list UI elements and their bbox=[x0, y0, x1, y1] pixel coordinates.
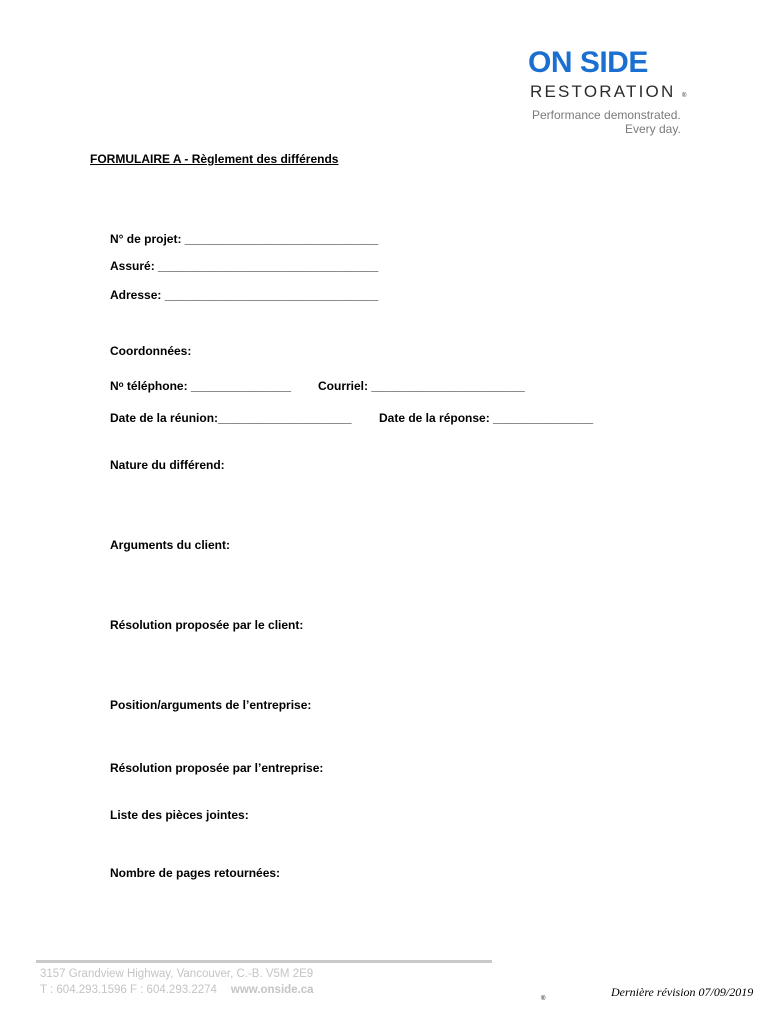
footer-address: 3157 Grandview Highway, Vancouver, C.-B. V5M 2E9 bbox=[40, 968, 314, 980]
response-date-field: Date de la réponse: _______________ bbox=[379, 411, 594, 425]
footer-contact bbox=[40, 984, 314, 996]
dispute-nature-label: Nature du différend: bbox=[110, 458, 225, 472]
email-field: Courriel: _______________________ bbox=[318, 379, 525, 393]
contact-heading: Coordonnées: bbox=[110, 344, 192, 358]
address-field: Adresse: ________________________________ bbox=[110, 288, 379, 302]
company-logo-name: ON SIDE bbox=[528, 46, 648, 79]
project-number-field: N° de projet: _____________________________ bbox=[110, 232, 379, 246]
footer-phones: T : 604.293.1596 F : 604.293.2274 bbox=[40, 984, 217, 996]
client-resolution-label: Résolution proposée par le client: bbox=[110, 618, 304, 632]
meeting-date-field: Date de la réunion:____________________ bbox=[110, 411, 352, 425]
footer-website[interactable]: www.onside.ca bbox=[230, 984, 314, 996]
attachments-label: Liste des pièces jointes: bbox=[110, 808, 249, 822]
form-title: FORMULAIRE A - Règlement des différends bbox=[90, 152, 339, 166]
revision-date: Dernière révision 07/09/2019 bbox=[611, 985, 754, 999]
footer-mark: ® bbox=[541, 996, 546, 1002]
logo-tagline-1: Performance demonstrated. bbox=[532, 108, 681, 122]
insured-field: Assuré: _________________________________ bbox=[110, 259, 379, 273]
phone-field: Nᵒ téléphone: _______________ bbox=[110, 379, 292, 393]
client-arguments-label: Arguments du client: bbox=[110, 538, 231, 552]
pages-returned-label: Nombre de pages retournées: bbox=[110, 866, 281, 880]
footer-divider bbox=[36, 960, 492, 963]
company-resolution-label: Résolution proposée par l’entreprise: bbox=[110, 761, 324, 775]
company-logo-subtitle: RESTORATION bbox=[530, 82, 676, 101]
company-position-label: Position/arguments de l’entreprise: bbox=[110, 698, 312, 712]
logo-tagline-2: Every day. bbox=[625, 122, 681, 136]
registered-mark: ® bbox=[682, 93, 687, 99]
